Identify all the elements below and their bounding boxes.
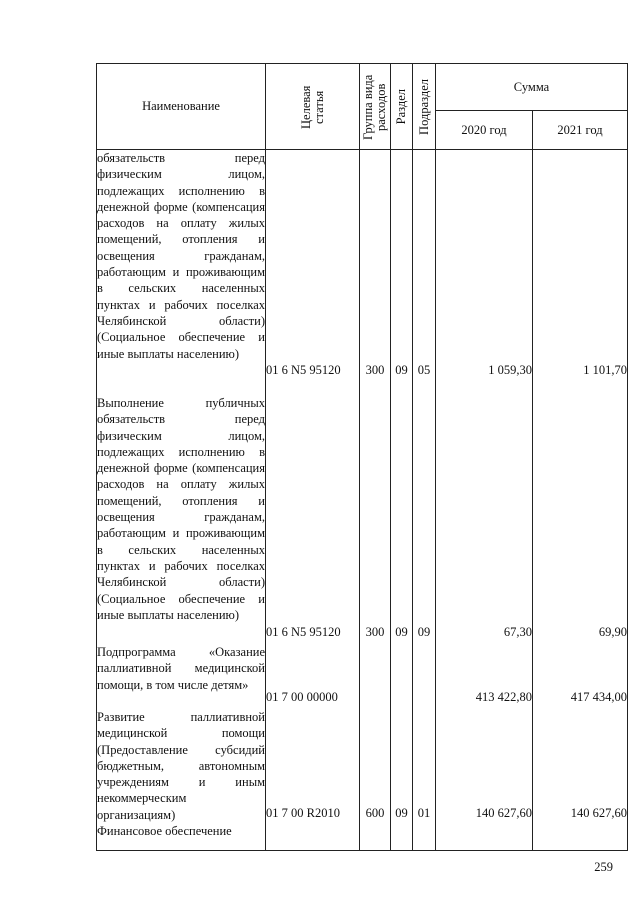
row-code: 01 6 N5 95120: [266, 363, 341, 377]
sum-2021-column: [533, 150, 628, 851]
row-sum-2021: 417 434,00: [570, 690, 627, 704]
row-code: 01 7 00 R2010: [266, 806, 340, 820]
row-section: 09: [395, 625, 408, 639]
row-code: 01 7 00 00000: [266, 690, 338, 704]
row-sum-2020: 1 059,30: [488, 363, 532, 377]
row-sum-2020: 413 422,80: [475, 690, 532, 704]
row-sum-2021: 69,90: [598, 625, 627, 639]
header-group: Группа вида расходов: [360, 64, 391, 150]
group-column: [360, 150, 391, 851]
code-column: [266, 150, 360, 851]
header-sum: Сумма: [436, 64, 628, 111]
subsection-column: [413, 150, 436, 851]
row-subsection: 01: [417, 806, 431, 820]
row-name: обязательств перед физическим лицом, подлежащих исполнению в денежной форме (компенсация расходов на оплату жилых помещений, отопления и освещения гражданам, работающим и проживающим в сельских населенных пунктах и рабочих поселках Челябинской области) (Социальное обеспечение и иные выплаты населению): [97, 151, 265, 361]
row-group: 300: [365, 625, 385, 639]
row-sum-2020: 67,30: [503, 625, 532, 639]
table-body-row: [97, 150, 628, 851]
row-code: 01 6 N5 95120: [266, 625, 341, 639]
row-name: Развитие паллиативной медицинской помощи (Предоставление субсидий бюджетным, автономным учреждениям и иным некоммерческим организациям): [97, 710, 265, 822]
row-subsection: 09: [417, 625, 431, 639]
row-subsection: 05: [417, 363, 431, 377]
row-name: Подпрограмма «Оказание паллиативной медицинской помощи, в том числе детям»: [97, 645, 265, 692]
row-group: 600: [365, 806, 385, 820]
row-group: 300: [365, 363, 385, 377]
budget-table: [96, 63, 628, 851]
row-sum-2020: 140 627,60: [475, 806, 532, 820]
page-number: 259: [594, 860, 613, 874]
section-column: [391, 150, 413, 851]
header-target: Целевая статья: [266, 64, 360, 150]
row-section: 09: [395, 363, 408, 377]
header-row-1: [97, 64, 628, 111]
row-sum-2021: 140 627,60: [570, 806, 627, 820]
header-name: Наименование: [97, 64, 266, 150]
row-sum-2021: 1 101,70: [583, 363, 627, 377]
header-subsection: Подраздел: [413, 64, 436, 150]
header-section: Раздел: [391, 64, 413, 150]
header-year-2020: 2020 год: [436, 111, 533, 150]
row-section: 09: [395, 806, 408, 820]
names-column: [97, 150, 266, 851]
row-name: Финансовое обеспечение: [97, 824, 232, 838]
header-year-2021: 2021 год: [533, 111, 628, 150]
row-name: Выполнение публичных обязательств перед физическим лицом, подлежащих исполнению в денежной форме (компенсация расходов на оплату жилых помещений, отопления и освещения гражданам, работающим и проживающим в сельских населенных пунктах и рабочих поселках Челябинской области) (Социальное обеспечение и иные выплаты населению): [97, 396, 265, 622]
sum-2020-column: [436, 150, 533, 851]
